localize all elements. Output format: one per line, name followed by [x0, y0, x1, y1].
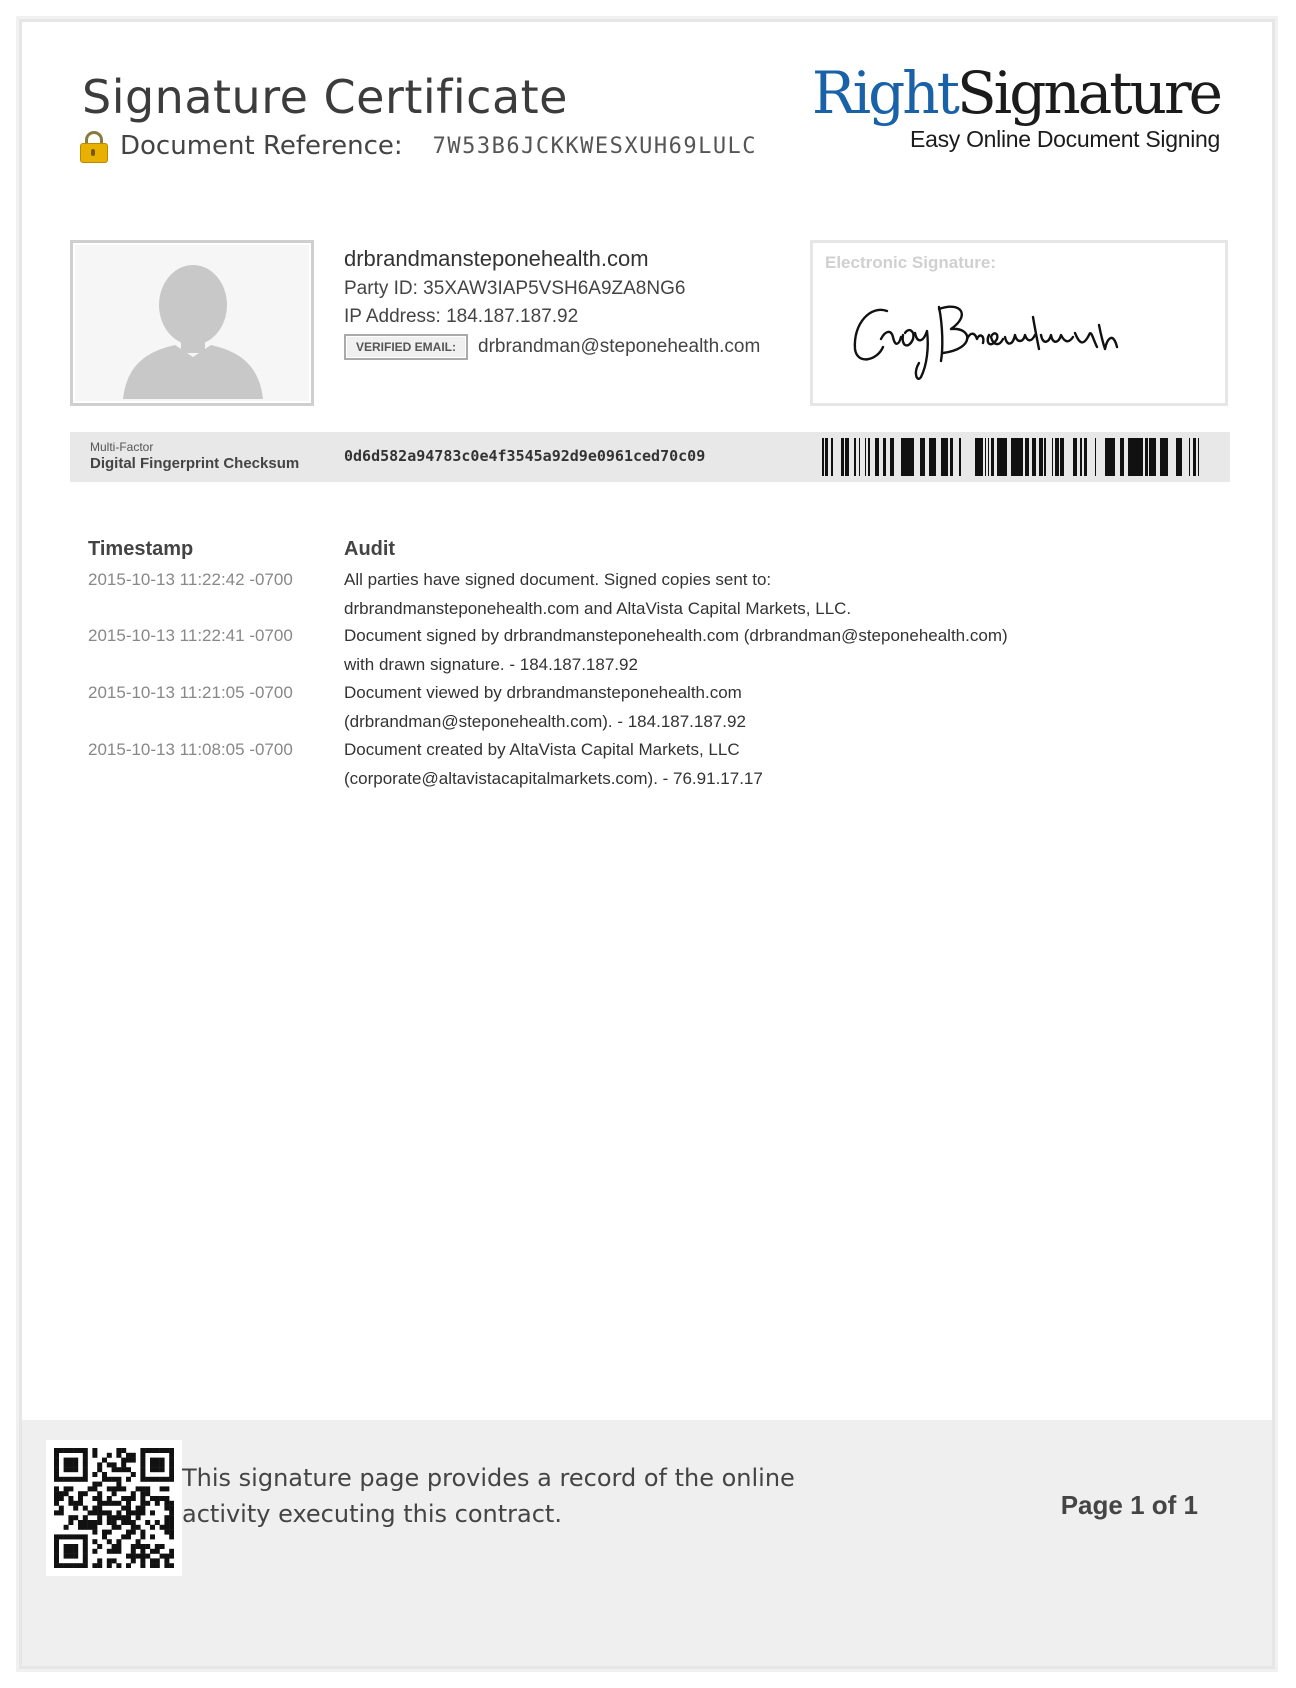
audit-header: Audit [344, 538, 396, 560]
party-details [344, 246, 760, 360]
audit-entry [344, 621, 1104, 679]
audit-timestamp: 2015-10-13 11:08:05 -0700 [88, 740, 293, 759]
document-reference-label: Document Reference: [120, 131, 403, 161]
audit-entry-line: (corporate@altavistacapitalmarkets.com). - 76.91.17.17 [344, 769, 763, 788]
barcode-icon [822, 438, 1206, 476]
logo-signature: Signature [956, 59, 1220, 127]
audit-entry-line: with drawn signature. - 184.187.187.92 [344, 655, 638, 674]
certificate-page [22, 22, 1272, 1666]
audit-timestamp: 2015-10-13 11:22:42 -0700 [88, 570, 293, 589]
rightsignature-logo [811, 59, 1220, 153]
audit-entry-line: drbrandmansteponehealth.com and AltaVista Capital Markets, LLC. [344, 599, 852, 618]
audit-entry [344, 735, 1104, 793]
qr-code-icon [46, 1440, 182, 1576]
checksum-big-label: Digital Fingerprint Checksum [90, 455, 300, 472]
footer [22, 1420, 1272, 1666]
verified-email: drbrandman@steponehealth.com [478, 336, 761, 357]
logo-right: Right [811, 59, 957, 127]
logo-tagline: Easy Online Document Signing [910, 126, 1220, 152]
page-title: Signature Certificate [82, 70, 568, 124]
audit-timestamp: 2015-10-13 11:21:05 -0700 [88, 683, 293, 702]
party-id: Party ID: 35XAW3IAP5VSH6A9ZA8NG6 [344, 278, 686, 299]
audit-entry-line: Document created by AltaVista Capital Markets, LLC [344, 740, 740, 759]
checksum-value: 0d6d582a94783c0e4f3545a92d9e0961ced70c09 [344, 447, 706, 465]
verified-email-row [344, 334, 760, 360]
checksum-small-label: Multi-Factor [90, 440, 154, 454]
party-name: drbrandmansteponehealth.com [344, 246, 649, 271]
logo-wordmark [811, 59, 1220, 127]
audit-entry-line: All parties have signed document. Signed copies sent to: [344, 570, 772, 589]
timestamp-header: Timestamp [88, 538, 194, 560]
audit-entry-line: (drbrandman@steponehealth.com). - 184.187.187.92 [344, 712, 746, 731]
handwritten-signature-icon [843, 277, 1183, 387]
electronic-signature-box [810, 240, 1228, 406]
audit-entry [344, 565, 1104, 623]
lock-icon [80, 131, 106, 161]
audit-timestamp: 2015-10-13 11:22:41 -0700 [88, 626, 293, 645]
electronic-signature-label: Electronic Signature: [825, 253, 996, 272]
document-reference-value: 7W53B6JCKKWESXUH69LULC [432, 133, 758, 159]
document-reference [80, 126, 757, 166]
audit-entry-line: Document signed by drbrandmansteponehealth.com (drbrandman@steponehealth.com) [344, 626, 1008, 645]
page-number: Page 1 of 1 [1060, 1490, 1198, 1520]
party-ip-address: IP Address: 184.187.187.92 [344, 306, 579, 327]
avatar-placeholder-icon [75, 245, 307, 399]
verified-email-badge: VERIFIED EMAIL: [344, 334, 468, 360]
party-photo [70, 240, 314, 406]
audit-entry [344, 678, 1104, 736]
audit-entry-line: Document viewed by drbrandmansteponehealth.com [344, 683, 742, 702]
footer-description: This signature page provides a record of the online activity executing this contract. [182, 1464, 795, 1528]
checksum-bar [70, 432, 1230, 482]
